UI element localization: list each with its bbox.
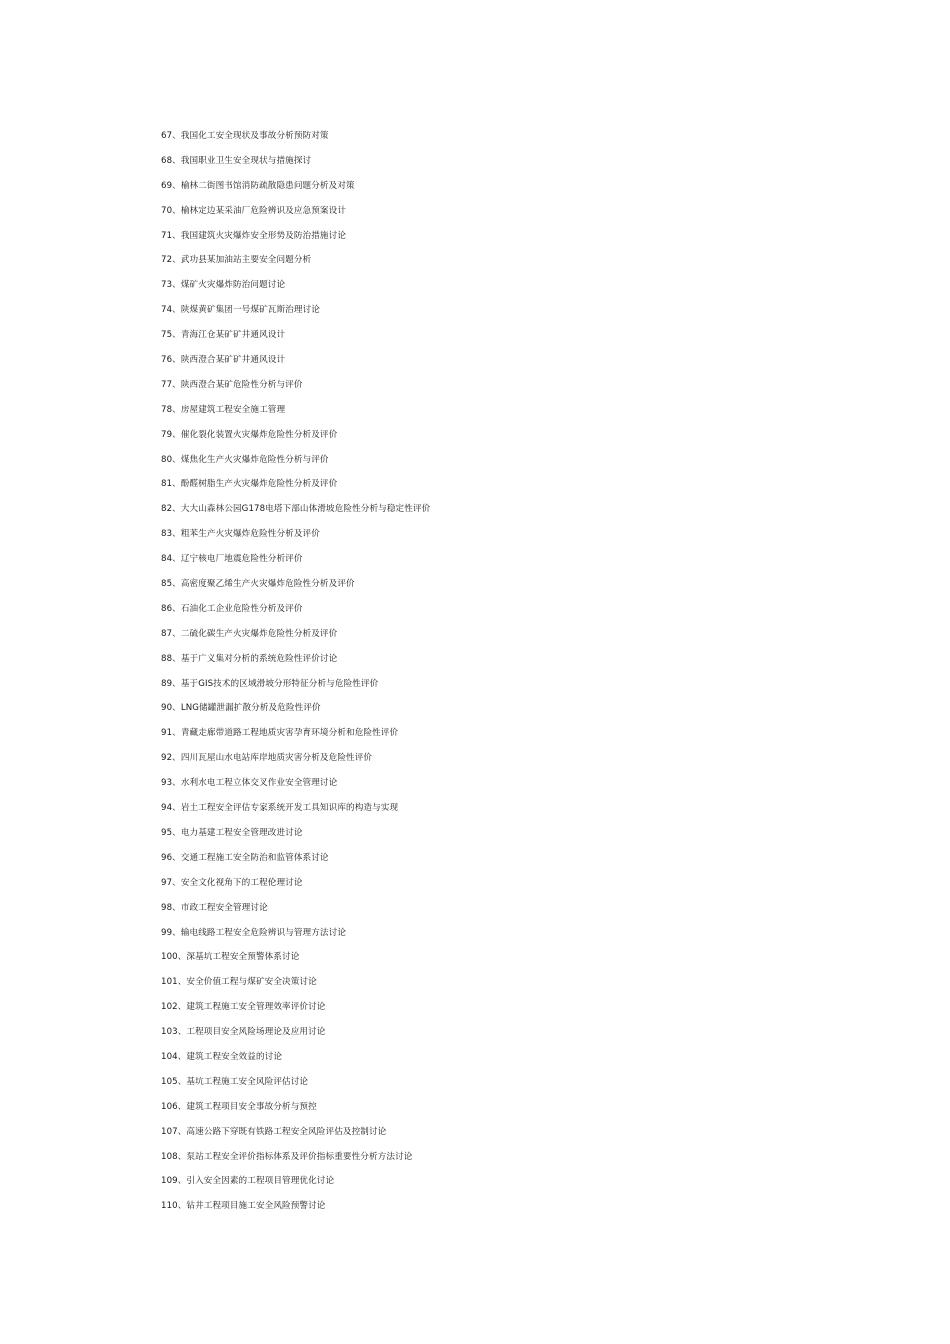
list-item: 90、LNG储罐泄漏扩散分析及危险性评价 bbox=[161, 703, 321, 714]
list-item: 86、石油化工企业危险性分析及评价 bbox=[161, 603, 303, 614]
list-item: 99、输电线路工程安全危险辨识与管理方法讨论 bbox=[161, 927, 347, 938]
list-item: 74、陕煤黄矿集团一号煤矿瓦斯治理讨论 bbox=[161, 305, 320, 316]
list-item: 80、煤焦化生产火灾爆炸危险性分析与评价 bbox=[161, 454, 329, 465]
list-item: 77、陕西澄合某矿危险性分析与评价 bbox=[161, 379, 303, 390]
list-item: 75、青海江仓某矿矿井通风设计 bbox=[161, 330, 286, 341]
list-item: 79、催化裂化装置火灾爆炸危险性分析及评价 bbox=[161, 429, 338, 440]
list-item: 89、基于GIS技术的区域滑坡分形特征分析与危险性评价 bbox=[161, 678, 379, 689]
list-item: 85、高密度聚乙烯生产火灾爆炸危险性分析及评价 bbox=[161, 579, 355, 590]
list-item: 106、建筑工程项目安全事故分析与预控 bbox=[161, 1101, 317, 1112]
list-item: 70、榆林定边某采油厂危险辨识及应急预案设计 bbox=[161, 205, 347, 216]
list-item: 73、煤矿火灾爆炸防治问题讨论 bbox=[161, 280, 286, 291]
list-item: 72、武功县某加油站主要安全问题分析 bbox=[161, 255, 312, 266]
list-item: 102、建筑工程施工安全管理效率评价讨论 bbox=[161, 1002, 326, 1013]
list-item: 101、安全价值工程与煤矿安全决策讨论 bbox=[161, 977, 317, 988]
list-item: 92、四川瓦屋山水电站库岸地质灾害分析及危险性评价 bbox=[161, 753, 373, 764]
list-item: 98、市政工程安全管理讨论 bbox=[161, 902, 268, 913]
list-item: 68、我国职业卫生安全现状与措施探讨 bbox=[161, 155, 312, 166]
list-item: 93、水利水电工程立体交叉作业安全管理讨论 bbox=[161, 778, 338, 789]
list-item: 88、基于广义集对分析的系统危险性评价讨论 bbox=[161, 653, 338, 664]
topic-list bbox=[161, 128, 430, 1223]
list-item: 94、岩土工程安全评估专家系统开发工具知识库的构造与实现 bbox=[161, 803, 399, 814]
list-item: 83、粗苯生产火灾爆炸危险性分析及评价 bbox=[161, 529, 320, 540]
list-item: 95、电力基建工程安全管理改进讨论 bbox=[161, 827, 303, 838]
list-item: 91、青藏走廊带道路工程地质灾害孕育环境分析和危险性评价 bbox=[161, 728, 399, 739]
list-item: 78、房屋建筑工程安全施工管理 bbox=[161, 404, 286, 415]
list-item: 71、我国建筑火灾爆炸安全形势及防治措施讨论 bbox=[161, 230, 347, 241]
list-item: 109、引入安全因素的工程项目管理优化讨论 bbox=[161, 1176, 335, 1187]
list-item: 96、交通工程施工安全防治和监管体系讨论 bbox=[161, 852, 329, 863]
list-item: 105、基坑工程施工安全风险评估讨论 bbox=[161, 1076, 309, 1087]
list-item: 97、安全文化视角下的工程伦理讨论 bbox=[161, 877, 303, 888]
list-item: 107、高速公路下穿既有铁路工程安全风险评估及控制讨论 bbox=[161, 1126, 387, 1137]
list-item: 108、泵站工程安全评价指标体系及评价指标重要性分析方法讨论 bbox=[161, 1151, 413, 1162]
list-item: 100、深基坑工程安全预警体系讨论 bbox=[161, 952, 300, 963]
list-item: 104、建筑工程安全效益的讨论 bbox=[161, 1051, 283, 1062]
list-item: 87、二硫化碳生产火灾爆炸危险性分析及评价 bbox=[161, 628, 338, 639]
list-item: 84、辽宁核电厂地震危险性分析评价 bbox=[161, 554, 303, 565]
list-item: 76、陕西澄合某矿矿井通风设计 bbox=[161, 355, 286, 366]
list-item: 69、榆林二街图书馆消防疏散隐患问题分析及对策 bbox=[161, 180, 355, 191]
list-item: 82、大大山森林公园G178电塔下部山体滑坡危险性分析与稳定性评价 bbox=[161, 504, 431, 515]
list-item: 110、钻井工程项目施工安全风险预警讨论 bbox=[161, 1201, 326, 1212]
list-item: 67、我国化工安全现状及事故分析预防对策 bbox=[161, 131, 329, 141]
list-item: 81、酚醛树脂生产火灾爆炸危险性分析及评价 bbox=[161, 479, 338, 490]
list-item: 103、工程项目安全风险场理论及应用讨论 bbox=[161, 1027, 326, 1038]
